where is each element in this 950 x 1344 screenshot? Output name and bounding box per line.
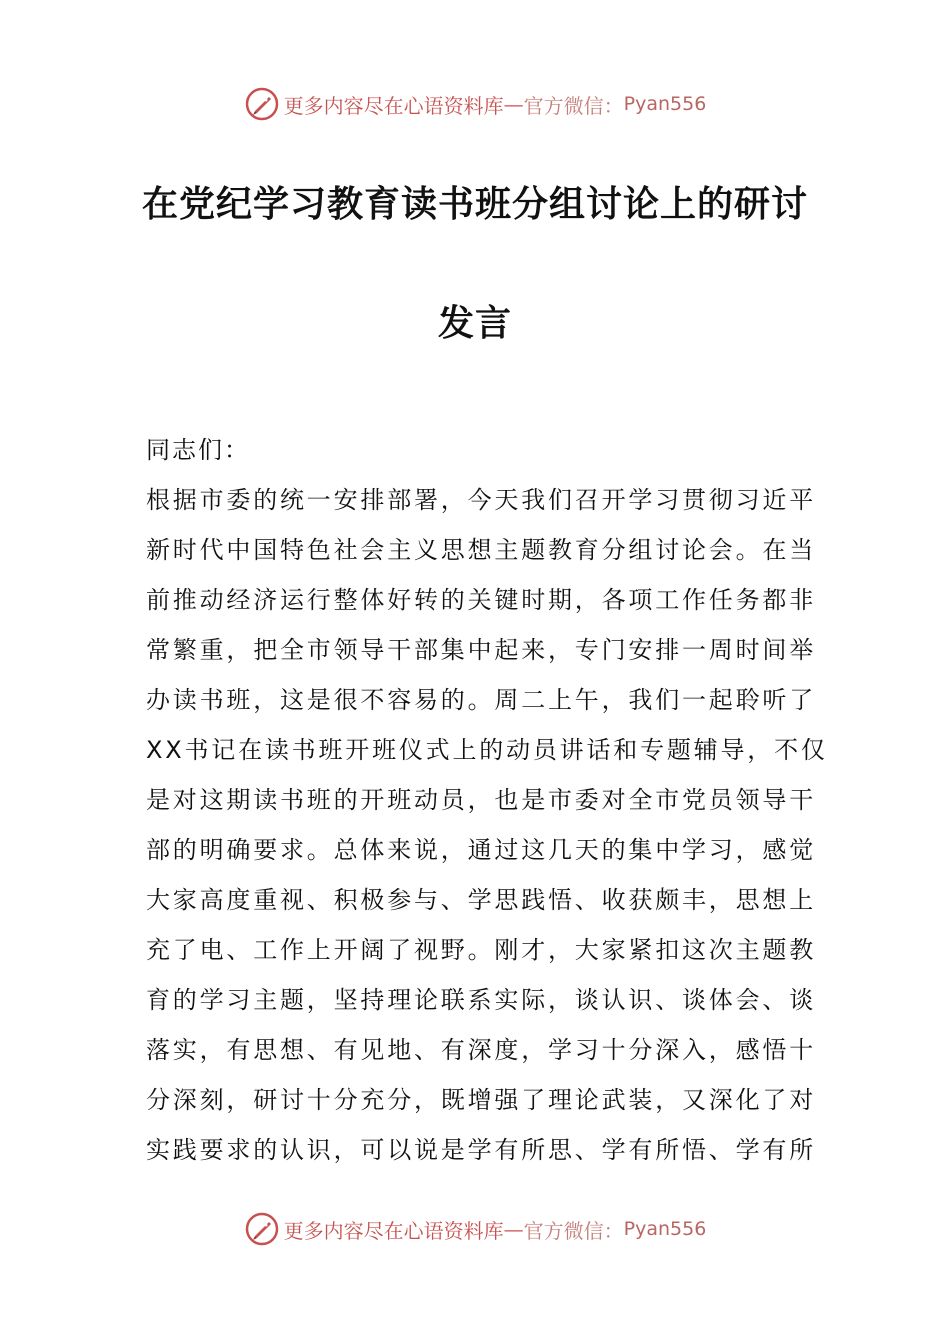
body-line: 是对这期读书班的开班动员，也是市委对全市党员领导干	[146, 786, 816, 814]
salutation: 同志们：	[146, 436, 250, 464]
body-line: 根据市委的统一安排部署，今天我们召开学习贯彻习近平	[146, 486, 816, 514]
body-line: 大家高度重视、积极参与、学思践悟、收获颇丰，思想上	[146, 886, 816, 914]
body-line: 育的学习主题，坚持理论联系实际，谈认识、谈体会、谈	[146, 986, 816, 1014]
watermark-dash: —	[503, 92, 524, 116]
watermark-official-label: 官方微信：	[523, 93, 624, 118]
body-line: 常繁重，把全市领导干部集中起来，专门安排一周时间举	[146, 636, 816, 664]
body-line: 部的明确要求。总体来说，通过这几天的集中学习，感觉	[146, 836, 816, 864]
body-line: 实践要求的认识，可以说是学有所思、学有所悟、学有所	[146, 1136, 816, 1164]
watermark-text: 更多内容尽在心语资料库	[283, 1218, 504, 1243]
body-line: 充了电、工作上开阔了视野。刚才，大家紧扣这次主题教	[146, 936, 816, 964]
pen-logo-icon	[244, 86, 280, 122]
body-line: 落实，有思想、有见地、有深度，学习十分深入，感悟十	[146, 1036, 816, 1064]
watermark-header	[0, 82, 950, 126]
pen-logo-icon	[244, 1211, 280, 1247]
watermark-footer	[0, 1207, 950, 1251]
body-line: 分深刻，研讨十分充分，既增强了理论武装，又深化了对	[146, 1086, 816, 1114]
watermark-wechat-id: Pyan556	[623, 93, 707, 115]
body-line: 办读书班，这是很不容易的。周二上午，我们一起聆听了	[146, 686, 816, 714]
document-title-line-2: 发言	[437, 303, 512, 344]
body-line: XX书记在读书班开班仪式上的动员讲话和专题辅导，不仅	[146, 736, 828, 764]
body-paragraph	[146, 475, 828, 1175]
watermark-text: 更多内容尽在心语资料库	[283, 93, 504, 118]
watermark-official-label: 官方微信：	[523, 1218, 624, 1243]
body-line: 前推动经济运行整体好转的关键时期，各项工作任务都非	[146, 586, 816, 614]
document-title-line-1: 在党纪学习教育读书班分组讨论上的研讨	[141, 184, 808, 225]
watermark-dash: —	[503, 1217, 524, 1241]
body-line: 新时代中国特色社会主义思想主题教育分组讨论会。在当	[146, 536, 816, 564]
watermark-wechat-id: Pyan556	[623, 1218, 707, 1240]
